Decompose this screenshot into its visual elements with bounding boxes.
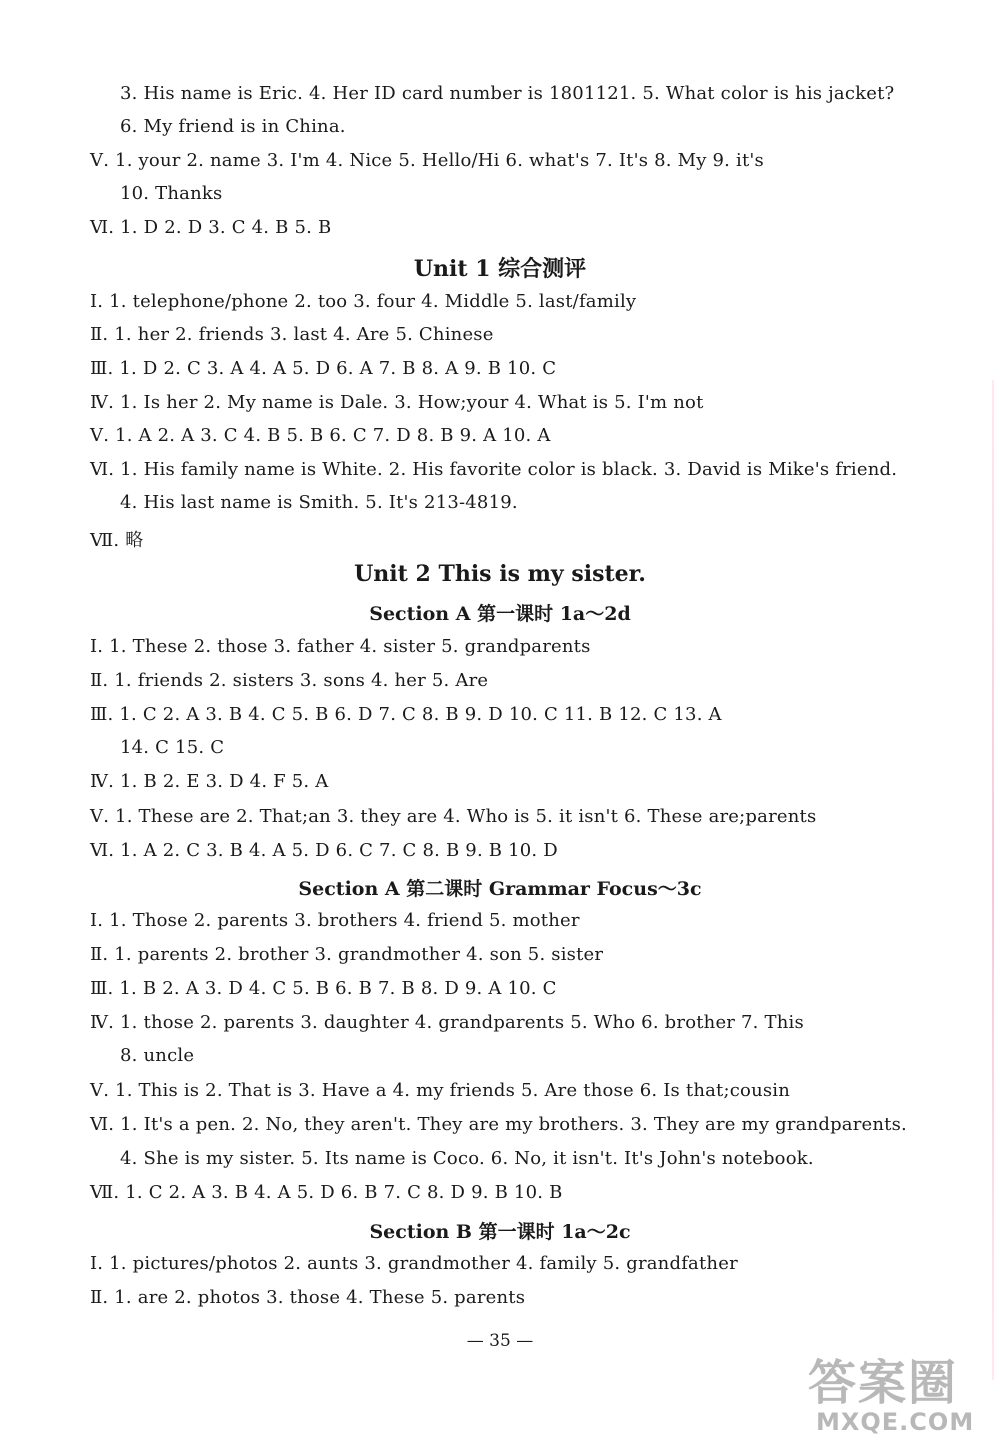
answer-line: Ⅵ. 1. A 2. C 3. B 4. A 5. D 6. C 7. C 8. B 9. B 10. D <box>90 840 558 861</box>
answer-line: Ⅴ. 1. These are 2. That;an 3. they are 4. Who is 5. it isn't 6. These are;parents <box>90 806 817 827</box>
section-heading: Section B 第一课时 1a～2c <box>369 1221 631 1243</box>
answer-line: Ⅱ. 1. are 2. photos 3. those 4. These 5. parents <box>90 1287 526 1308</box>
answer-line: 6. My friend is in China. <box>120 116 346 137</box>
answer-line: Ⅶ. 略 <box>90 530 144 551</box>
answer-line: Ⅴ. 1. A 2. A 3. C 4. B 5. B 6. C 7. D 8. B 9. A 10. A <box>90 425 551 446</box>
section-heading: Section A 第二课时 Grammar Focus～3c <box>298 878 702 900</box>
watermark-logo-text: 答案圈 <box>808 1355 959 1411</box>
answer-line: 4. She is my sister. 5. Its name is Coco. 6. No, it isn't. It's John's notebook. <box>120 1148 814 1169</box>
answer-line: Ⅲ. 1. B 2. A 3. D 4. C 5. B 6. B 7. B 8. D 9. A 10. C <box>90 978 557 999</box>
answer-line: Ⅵ. 1. It's a pen. 2. No, they aren't. They are my brothers. 3. They are my grandparents. <box>90 1114 907 1135</box>
answer-line: 4. His last name is Smith. 5. It's 213-4819. <box>120 492 518 513</box>
watermark-logo-url: MXQE.COM <box>816 1408 975 1436</box>
answer-line: 8. uncle <box>120 1045 195 1066</box>
answer-line: 10. Thanks <box>120 183 223 204</box>
answer-line: Ⅶ. 1. C 2. A 3. B 4. A 5. D 6. B 7. C 8. D 9. B 10. B <box>90 1182 563 1203</box>
page-number: — 35 — <box>466 1331 534 1351</box>
answer-line: Ⅱ. 1. her 2. friends 3. last 4. Are 5. Chinese <box>90 324 494 345</box>
answer-line: Ⅵ. 1. D 2. D 3. C 4. B 5. B <box>90 217 332 238</box>
answer-line: 14. C 15. C <box>120 737 225 758</box>
answer-line: Ⅳ. 1. B 2. E 3. D 4. F 5. A <box>90 771 329 792</box>
margin-decoration <box>992 380 994 1380</box>
answer-line: 3. His name is Eric. 4. Her ID card number is 1801121. 5. What color is his jacket? <box>120 83 895 104</box>
answer-line: Ⅱ. 1. friends 2. sisters 3. sons 4. her 5. Are <box>90 670 489 691</box>
answer-line: Ⅰ. 1. pictures/photos 2. aunts 3. grandmother 4. family 5. grandfather <box>90 1253 738 1274</box>
answer-line: Ⅰ. 1. These 2. those 3. father 4. sister 5. grandparents <box>90 636 591 657</box>
answer-line: Ⅵ. 1. His family name is White. 2. His favorite color is black. 3. David is Mike's friend. <box>90 459 898 480</box>
answer-line: Ⅲ. 1. C 2. A 3. B 4. C 5. B 6. D 7. C 8. B 9. D 10. C 11. B 12. C 13. A <box>90 704 722 725</box>
answer-line: Ⅳ. 1. Is her 2. My name is Dale. 3. How;your 4. What is 5. I'm not <box>90 392 704 413</box>
unit-title: Unit 2 This is my sister. <box>354 561 646 587</box>
answer-line: Ⅳ. 1. those 2. parents 3. daughter 4. grandparents 5. Who 6. brother 7. This <box>90 1012 804 1033</box>
watermark-logo <box>800 1342 990 1438</box>
answer-line: Ⅱ. 1. parents 2. brother 3. grandmother 4. son 5. sister <box>90 944 604 965</box>
answer-line: Ⅴ. 1. This is 2. That is 3. Have a 4. my friends 5. Are those 6. Is that;cousin <box>90 1080 791 1101</box>
answer-line: Ⅰ. 1. telephone/phone 2. too 3. four 4. Middle 5. last/family <box>90 291 637 312</box>
answer-line: Ⅰ. 1. Those 2. parents 3. brothers 4. friend 5. mother <box>90 910 580 931</box>
section-heading: Unit 1 综合测评 <box>413 256 587 282</box>
section-heading: Section A 第一课时 1a～2d <box>369 603 631 625</box>
answer-line: Ⅲ. 1. D 2. C 3. A 4. A 5. D 6. A 7. B 8. A 9. B 10. C <box>90 358 557 379</box>
answer-line: Ⅴ. 1. your 2. name 3. I'm 4. Nice 5. Hello/Hi 6. what's 7. It's 8. My 9. it's <box>90 150 764 171</box>
